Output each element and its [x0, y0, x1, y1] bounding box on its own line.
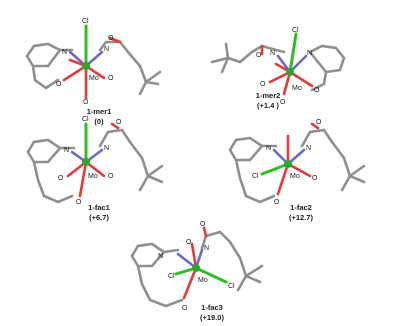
fac2-ring-o-label: O: [316, 119, 322, 126]
mer1-bonds: [27, 26, 160, 98]
mer1-energy: (0): [94, 117, 104, 126]
structure-1-fac2: [230, 119, 364, 222]
fac1-n2-label: N: [104, 145, 110, 152]
fac2-bonds: [230, 124, 364, 202]
structure-1-fac3: [132, 221, 262, 322]
fac1-mo-atom: [82, 158, 90, 166]
fac3-cl-right-label: Cl: [228, 283, 235, 290]
mer2-o-left-label: O: [260, 81, 266, 88]
mer2-bonds: [212, 34, 344, 94]
mer1-o-bottom-label: O: [83, 99, 89, 106]
mer2-n1-label: N: [270, 50, 276, 57]
mer1-mo-atom: [82, 62, 90, 70]
mer2-n2-label: N: [307, 50, 313, 57]
fac3-energy: (+19.0): [200, 313, 224, 322]
fac2-n1-label: N: [266, 145, 272, 152]
mer2-mo-label: Mo: [292, 85, 302, 92]
fac3-n1-label: N: [158, 253, 164, 260]
fac3-n2-label: N: [204, 245, 210, 252]
fac2-mo-label: Mo: [290, 173, 300, 180]
fac3-ring-o-label: O: [200, 221, 206, 228]
fac2-n2-label: N: [306, 145, 312, 152]
fac2-o-bottom-label: O: [274, 199, 280, 206]
mer1-o-left-label: O: [56, 81, 62, 88]
mer2-ring-o-label: O: [256, 52, 262, 59]
structure-1-mer2: [212, 27, 344, 110]
fac1-name: 1-fac1: [88, 203, 110, 212]
structure-1-fac1: [28, 116, 162, 222]
fac1-o-bottom-label: O: [76, 199, 82, 206]
fac3-mo-label: Mo: [198, 277, 208, 284]
fac3-o-bottom-label: O: [182, 305, 188, 312]
fac2-o-right-label: O: [312, 175, 318, 182]
fac1-o-left-label: O: [58, 175, 64, 182]
fac2-name: 1-fac2: [290, 203, 312, 212]
mer2-o-bottom-label: O: [280, 99, 286, 106]
fac1-ring-o-label: O: [116, 119, 122, 126]
mer1-o-right-label: O: [108, 75, 114, 82]
fac3-mo-atom: [192, 264, 200, 272]
fac1-cl-label: Cl: [82, 116, 89, 123]
fac1-o-right-label: O: [108, 173, 114, 180]
mer1-n1-label: N: [62, 49, 68, 56]
fac1-n1-label: N: [64, 147, 70, 154]
mer1-ring-o-label: O: [108, 35, 114, 42]
mer2-energy: (+1.4 ): [257, 101, 279, 110]
fac2-mo-atom: [284, 160, 292, 168]
mer1-cl-label: Cl: [82, 18, 89, 25]
mer2-mo-atom: [286, 68, 294, 76]
fac3-name: 1-fac3: [201, 303, 223, 312]
fac2-energy: (+12.7): [289, 213, 313, 222]
fac1-mo-label: Mo: [88, 173, 98, 180]
fac1-energy: (+6.7): [89, 213, 109, 222]
fac2-cl-label: Cl: [252, 173, 259, 180]
mer2-o-right-label: O: [314, 87, 320, 94]
fac1-bonds: [28, 124, 162, 202]
fac3-cl-left-label: Cl: [168, 273, 175, 280]
structure-1-mer1: [27, 18, 160, 126]
mer1-mo-label: Mo: [89, 75, 99, 82]
mer1-name: 1-mer1: [86, 107, 112, 116]
mer2-name: 1-mer2: [255, 91, 281, 100]
fac3-o-top-label: O: [186, 239, 192, 246]
mer1-n2-label: N: [104, 46, 110, 53]
mer2-cl-label: Cl: [292, 27, 299, 34]
